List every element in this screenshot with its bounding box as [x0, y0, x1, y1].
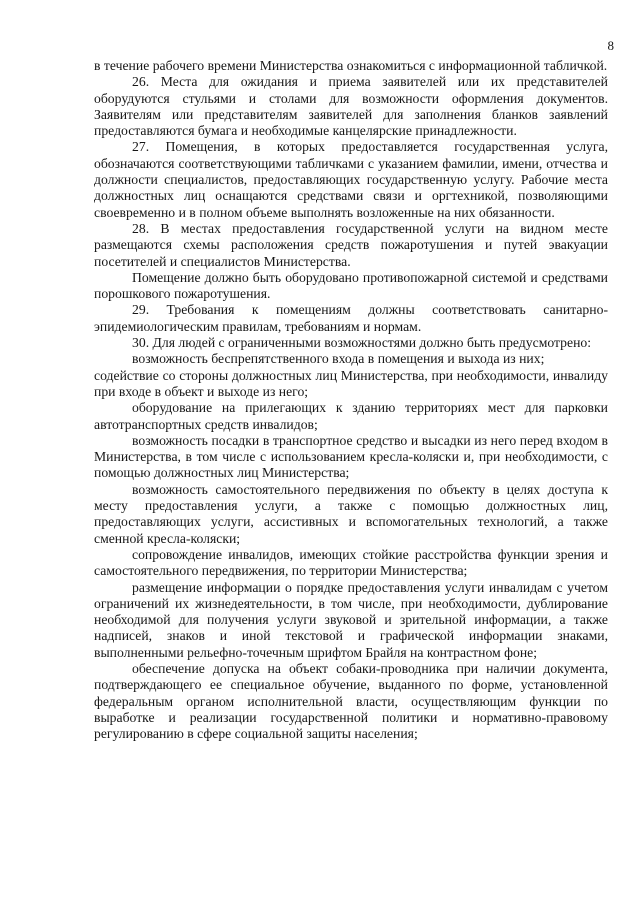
paragraph: в течение рабочего времени Министерства ознакомиться с информационной табличкой. — [94, 58, 608, 73]
paragraph: возможность беспрепятственного входа в помещения и выхода из них; — [132, 351, 545, 367]
paragraph: оборудование на прилегающих к зданию территориях мест для парковки автотранспортных средств инвалидов; — [94, 400, 608, 432]
paragraph: размещение информации о порядке предоставления услуги инвалидам с учетом ограничений их жизнедеятельности, в том числе, при необходимости, дублирование необходимой для получения услуги звуковой и зрительной информации, а также надписей, знаков и иной текстовой и графической информации знаками, выполненными рельефно-точечным шрифтом Брайля на контрастном фоне; — [94, 579, 608, 660]
page-number: 8 — [607, 38, 614, 53]
paragraph: сопровождение инвалидов, имеющих стойкие расстройства функции зрения и самостоятельного передвижения, по территории Министерства; — [94, 546, 608, 579]
paragraph: обеспечение допуска на объект собаки-проводника при наличии документа, подтверждающего ее специальное обучение, выданного по форме, установленной федеральным органом исполнительной власти, осуществляющим функции по выработке и реализации государственной политики и нормативно-правовому регулированию в сфере социальной защиты населения; — [94, 660, 608, 742]
paragraph: возможность посадки в транспортное средство и высадки из него перед входом в Министерства, в том числе с использованием кресла-коляски и, при необходимости, с помощью должностных лиц Министерства; — [94, 432, 608, 481]
paragraph: 28. В местах предоставления государственной услуги на видном месте размещаются схемы расположения средств пожаротушения и путей эвакуации посетителей и специалистов Министерства. — [94, 220, 608, 269]
paragraph: 29. Требования к помещениям должны соответствовать санитарно-эпидемиологическим правилам, требованиям и нормам. — [94, 302, 608, 334]
paragraph: 26. Места для ожидания и приема заявителей или их представителей оборудуются стульями и столами для возможности оформления документов. Заявителям или представителям заявителей для заполнения бланков заявлений предоставляются бумага и необходимые канцелярские принадлежности. — [94, 74, 608, 139]
paragraph: 30. Для людей с ограниченными возможностями должно быть предусмотрено: — [132, 335, 592, 351]
paragraph: возможность самостоятельного передвижения по объекту в целях доступа к месту предоставления услуги, а также с помощью должностных лиц, предоставляющих услуги, ассистивных и вспомогательных технологий, а также сменной кресла-коляски; — [94, 481, 608, 546]
paragraph: 27. Помещения, в которых предоставляется государственная услуга, обозначаются соответствующими табличками с указанием фамилии, имени, отчества и должности специалистов, предоставляющих государственную услугу. Рабочие места должностных лиц оснащаются средствами связи и оргтехникой, позволяющими своевременно и в полном объеме выполнять возложенные на них обязанности. — [94, 139, 608, 220]
document-body — [94, 58, 608, 742]
paragraph: содействие со стороны должностных лиц Министерства, при необходимости, инвалиду при входе в объект и выходе из него; — [94, 367, 608, 399]
paragraph: Помещение должно быть оборудовано противопожарной системой и средствами порошкового пожаротушения. — [94, 269, 608, 302]
